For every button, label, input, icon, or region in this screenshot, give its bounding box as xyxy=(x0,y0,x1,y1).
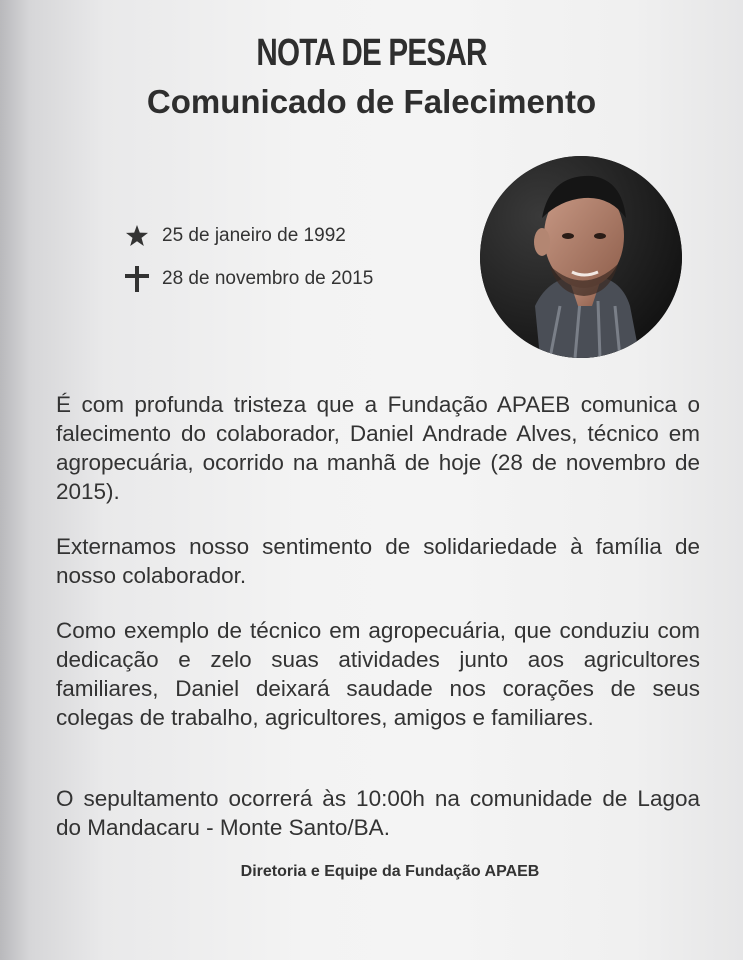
body-paragraph-1: É com profunda tristeza que a Fundação APAEB comunica o falecimento do colaborador, Daniel Andrade Alves, técnico em agropecuária, ocorrido na manhã de hoje (28 de novembro de 2015). xyxy=(56,392,700,504)
death-date-row xyxy=(124,264,373,294)
page-subtitle: Comunicado de Falecimento xyxy=(146,83,597,120)
signature: Diretoria e Equipe da Fundação APAEB xyxy=(240,863,540,880)
birth-date-row xyxy=(124,221,346,251)
body-paragraph-2: Externamos nosso sentimento de solidariedade à família de nosso colaborador. xyxy=(56,534,700,588)
cross-icon xyxy=(124,266,150,292)
body-paragraph-3: Como exemplo de técnico em agropecuária, que conduziu com dedicação e zelo suas atividades junto aos agricultores familiares, Daniel deixará saudade nos corações de seus colegas de trabalho, agricultores, amigos e familiares. xyxy=(56,618,700,730)
portrait-photo xyxy=(480,156,682,358)
star-icon xyxy=(124,223,150,249)
body-paragraph-4: O sepultamento ocorrerá às 10:00h na comunidade de Lagoa do Mandacaru - Monte Santo/BA. xyxy=(56,786,700,840)
page-title: NOTA DE PESAR xyxy=(256,32,487,74)
death-date: 28 de novembro de 2015 xyxy=(162,268,374,289)
birth-date: 25 de janeiro de 1992 xyxy=(162,225,346,246)
